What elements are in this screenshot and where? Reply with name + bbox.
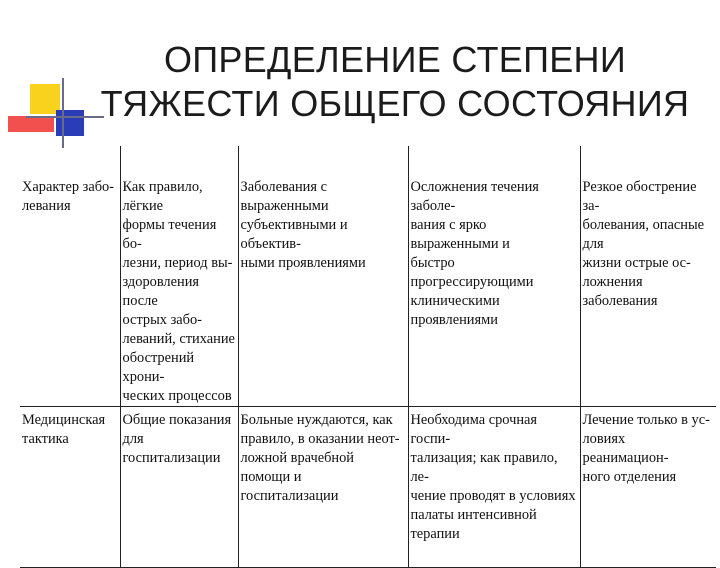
logo-horizontal-line (26, 116, 104, 118)
table-cell: Общие показания для госпитализации (120, 407, 238, 568)
table-row (20, 146, 716, 407)
table-cell: Осложнения течения заболе- вания с ярко выраженными и быстро прогрессирующими клиническими проявлениями (408, 146, 580, 407)
slide-title-line-2: ТЯЖЕСТИ ОБЩЕГО СОСТОЯНИЯ (100, 83, 690, 124)
table-cell: Больные нуждаются, как правило, в оказании неот- ложной врачебной помощи и госпитализации (238, 407, 408, 568)
logo-blue-square (56, 110, 84, 136)
logo-vertical-line (62, 78, 64, 148)
table-cell: Лечение только в ус- ловиях реанимацион- ного отделения (580, 407, 716, 568)
slide-title (100, 38, 690, 126)
table-cell: Необходима срочная госпи- тализация; как правило, ле- чение проводят в условиях палаты интенсивной терапии (408, 407, 580, 568)
table-cell-row-header: Характер забо- левания (22, 179, 115, 214)
table-cell: Резкое обострение за- болевания, опасные для жизни острые ос- ложнения заболевания (580, 146, 716, 407)
table-cell: Заболевания с выраженными субъективными и объектив- ными проявлениями (238, 146, 408, 407)
slide-title-line-1: ОПРЕДЕЛЕНИЕ СТЕПЕНИ (163, 39, 627, 80)
table-row (20, 407, 716, 568)
table-cell-row-header: Медицинская тактика (20, 407, 120, 568)
severity-table (20, 146, 716, 568)
slide-logo-decoration (0, 0, 110, 150)
table-cell: Как правило, лёгкие формы течения бо- лезни, период вы- здоровления после острых забо- леваний, стихание обострений хрони- ческих процессов (120, 146, 238, 407)
logo-red-bar (8, 116, 54, 132)
